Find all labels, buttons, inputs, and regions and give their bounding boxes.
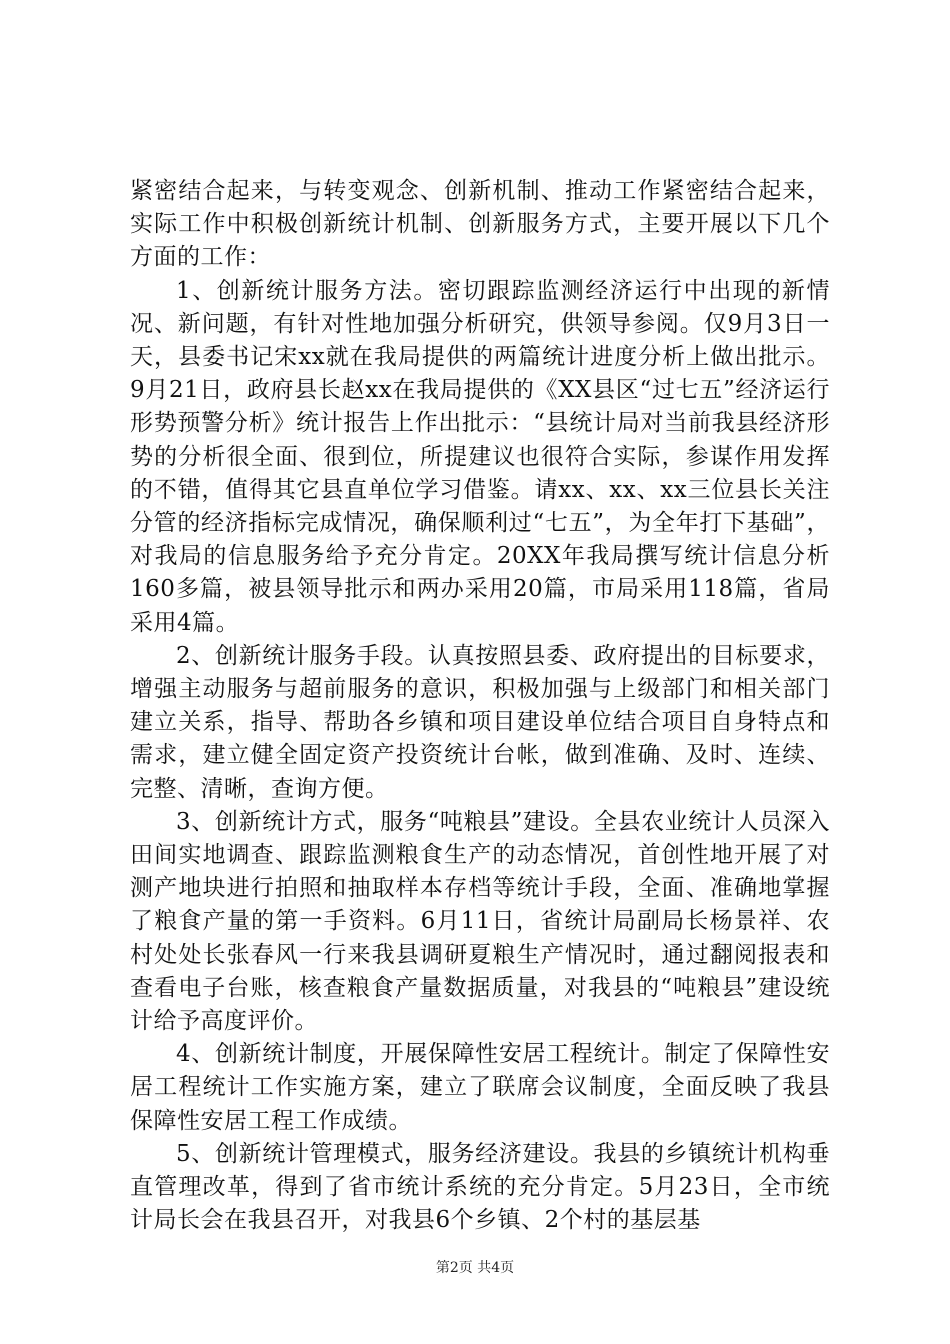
page-number-footer: 第2页 共4页 bbox=[435, 1260, 515, 1276]
paragraph-item-2: 2、创新统计服务手段。认真按照县委、政府提出的目标要求，增强主动服务与超前服务的意识，积极加强与上级部门和相关部门建立关系，指导、帮助各乡镇和项目建设单位结合项目自身特点和需求，建立健全固定资产投资统计台帐，做到准确、及时、连续、完整、清晰，查询方便。 bbox=[130, 642, 830, 802]
paragraph-item-4: 4、创新统计制度，开展保障性安居工程统计。制定了保障性安居工程统计工作实施方案，建立了联席会议制度，全面反映了我县保障性安居工程工作成绩。 bbox=[130, 1041, 830, 1134]
paragraph-continuation: 紧密结合起来，与转变观念、创新机制、推动工作紧密结合起来，实际工作中积极创新统计机制、创新服务方式，主要开展以下几个方面的工作： bbox=[130, 178, 830, 271]
paragraph-item-3: 3、创新统计方式，服务“吨粮县”建设。全县农业统计人员深入田间实地调查、跟踪监测粮食生产的动态情况，首创性地开展了对测产地块进行拍照和抽取样本存档等统计手段，全面、准确地掌握了粮食产量的第一手资料。6月11日，省统计局副局长杨景祥、农村处处长张春风一行来我县调研夏粮生产情况时，通过翻阅报表和查看电子台账，核查粮食产量数据质量，对我县的“吨粮县”建设统计给予高度评价。 bbox=[130, 808, 830, 1035]
document-body bbox=[130, 175, 830, 1238]
paragraph-item-1: 1、创新统计服务方法。密切跟踪监测经济运行中出现的新情况、新问题，有针对性地加强分析研究，供领导参阅。仅9月3日一天，县委书记宋xx就在我局提供的两篇统计进度分析上做出批示。9月21日，政府县长赵xx在我局提供的《XX县区“过七五”经济运行形势预警分析》统计报告上作出批示：“县统计局对当前我县经济形势的分析很全面、很到位，所提建议也很符合实际，参谋作用发挥的不错，值得其它县直单位学习借鉴。请xx、xx、xx三位县长关注分管的经济指标完成情况，确保顺利过“七五”，为全年打下基础”，对我局的信息服务给予充分肯定。20XX年我局撰写统计信息分析160多篇，被县领导批示和两办采用20篇，市局采用118篇，省局采用4篇。 bbox=[130, 277, 830, 636]
paragraph-item-5: 5、创新统计管理模式，服务经济建设。我县的乡镇统计机构垂直管理改革，得到了省市统计系统的充分肯定。5月23日，全市统计局长会在我县召开，对我县6个乡镇、2个村的基层基 bbox=[130, 1140, 830, 1234]
